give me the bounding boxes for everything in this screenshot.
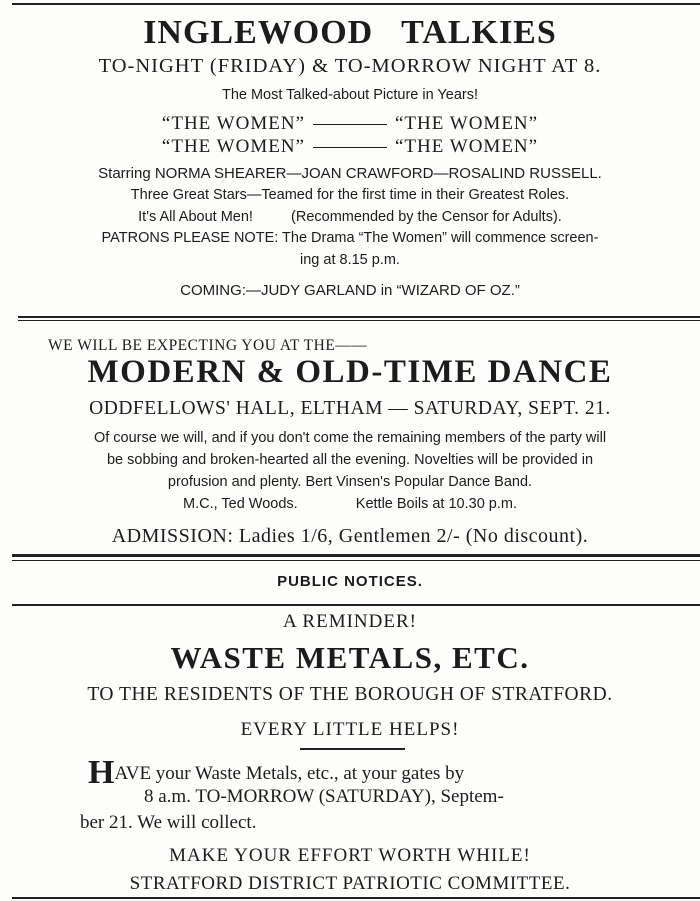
dance-kettle: Kettle Boils at 10.30 p.m. <box>355 496 517 512</box>
public-notices-heading: PUBLIC NOTICES. <box>277 573 423 590</box>
section-divider <box>12 560 700 561</box>
dance-body-2: be sobbing and broken-hearted all the evening. Novelties will be provided in <box>106 452 594 468</box>
dance-intro: WE WILL BE EXPECTING YOU AT THE—— <box>48 337 368 354</box>
film-title-row-2 <box>0 137 700 156</box>
film-title: “THE WOMEN” <box>161 113 305 134</box>
talkies-coming: COMING:—JUDY GARLAND in “WIZARD OF OZ.” <box>180 282 520 299</box>
talkies-about-row <box>0 210 700 225</box>
talkies-stars-line: Three Great Stars—Teamed for the first time in their Greatest Roles. <box>130 187 570 203</box>
dance-body-1: Of course we will, and if you don't come the remaining members of the party will <box>93 430 607 446</box>
dance-admission: ADMISSION: Ladies 1/6, Gentlemen 2/- (No discount). <box>111 525 589 547</box>
dance-title: MODERN & OLD-TIME DANCE <box>87 354 613 390</box>
waste-title: WASTE METALS, ETC. <box>170 640 530 675</box>
top-rule <box>12 3 700 5</box>
waste-body-3: ber 21. We will collect. <box>80 812 257 833</box>
section-divider <box>18 316 700 318</box>
film-title: “THE WOMEN” <box>161 136 305 157</box>
dance-mc-row <box>0 497 700 512</box>
section-divider <box>18 320 700 321</box>
section-divider <box>12 604 700 606</box>
talkies-starring: Starring NORMA SHEARER—JOAN CRAWFORD—ROSALIND RUSSELL. <box>98 165 602 182</box>
drop-cap: H <box>88 754 115 791</box>
dance-mc: M.C., Ted Woods. <box>183 496 298 512</box>
dance-venue: ODDFELLOWS' HALL, ELTHAM — SATURDAY, SEPT. 21. <box>89 398 611 419</box>
short-rule <box>300 748 405 750</box>
film-title: “THE WOMEN” <box>395 113 539 134</box>
waste-committee: STRATFORD DISTRICT PATRIOTIC COMMITTEE. <box>129 873 571 894</box>
talkies-tagline: The Most Talked-about Picture in Years! <box>221 87 479 103</box>
talkies-censor: (Recommended by the Censor for Adults). <box>291 209 562 225</box>
waste-helps: EVERY LITTLE HELPS! <box>240 719 460 740</box>
waste-effort: MAKE YOUR EFFORT WORTH WHILE! <box>169 845 531 866</box>
waste-body-2: 8 a.m. TO-MORROW (SATURDAY), Septem- <box>144 786 504 807</box>
dash-rule <box>313 147 387 148</box>
talkies-patrons-1: PATRONS PLEASE NOTE: The Drama “The Women” will commence screen- <box>101 230 599 246</box>
bottom-rule <box>12 897 700 899</box>
talkies-patrons-2: ing at 8.15 p.m. <box>300 252 400 268</box>
waste-body-1-row <box>88 754 465 791</box>
waste-body-1: AVE your Waste Metals, etc., at your gates by <box>114 763 465 784</box>
waste-reminder: A REMINDER! <box>283 611 417 632</box>
talkies-about: It's All About Men! <box>138 209 253 225</box>
talkies-title: INGLEWOOD TALKIES <box>143 14 557 51</box>
dash-rule <box>313 124 387 125</box>
film-title-row-1 <box>0 114 700 133</box>
talkies-showtime: TO-NIGHT (FRIDAY) & TO-MORROW NIGHT AT 8. <box>98 55 602 77</box>
dance-body-3: profusion and plenty. Bert Vinsen's Popular Dance Band. <box>167 474 533 490</box>
section-divider <box>12 554 700 557</box>
film-title: “THE WOMEN” <box>395 136 539 157</box>
waste-residents: TO THE RESIDENTS OF THE BOROUGH OF STRATFORD. <box>87 684 613 705</box>
